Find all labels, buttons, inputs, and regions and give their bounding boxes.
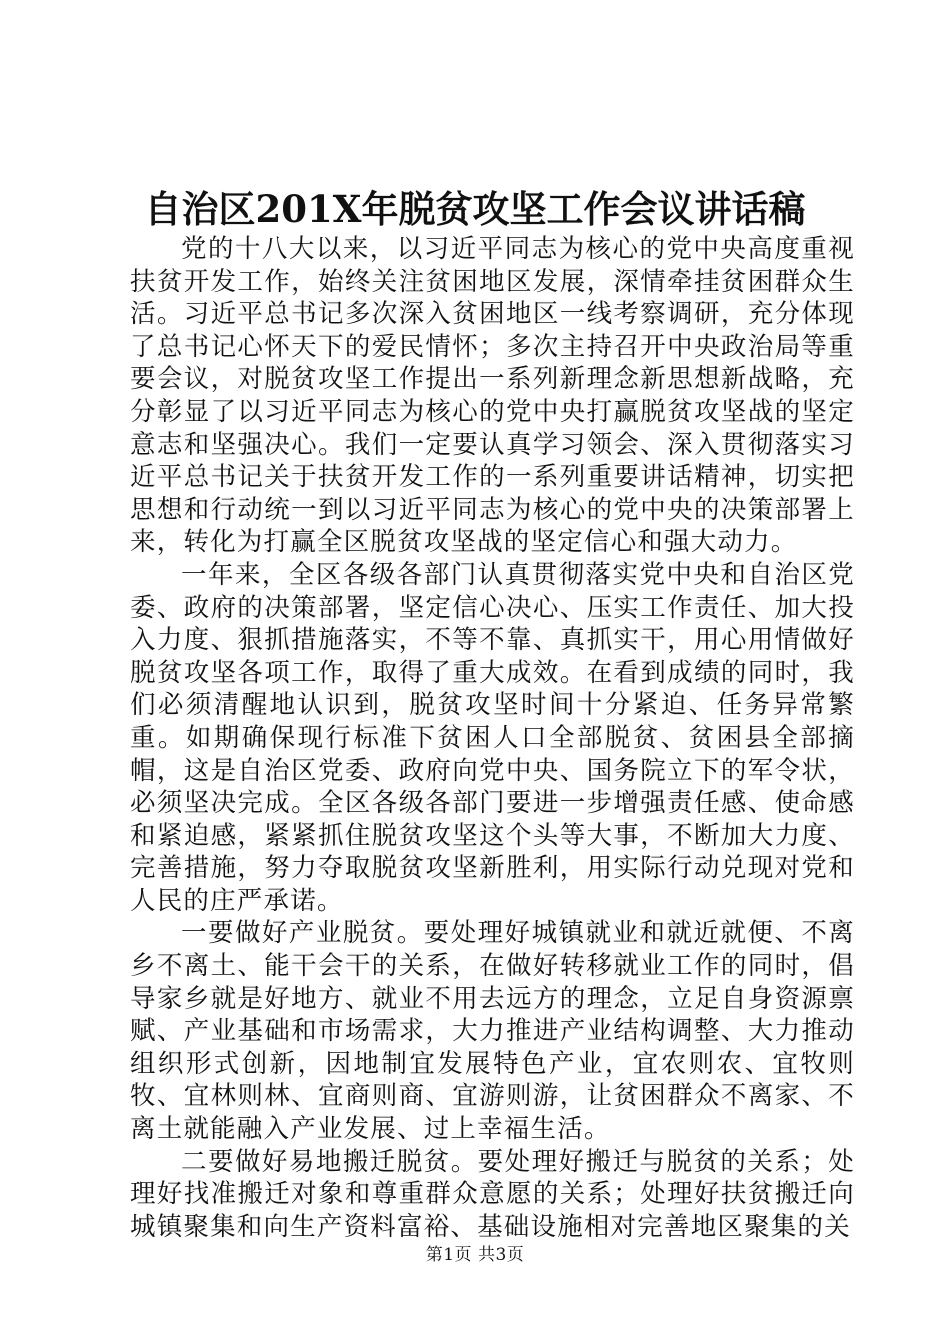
- document-body: [130, 233, 855, 1243]
- page-footer: 第1页 共3页: [425, 1245, 525, 1265]
- paragraph-1: 党的十八大以来，以习近平同志为核心的党中央高度重视扶贫开发工作，始终关注贫困地区发展，深情牵挂贫困群众生活。习近平总书记多次深入贫困地区一线考察调研，充分体现了总书记心怀天下的爱民情怀；多次主持召开中央政治局等重要会议，对脱贫攻坚工作提出一系列新理念新思想新战略，充分彰显了以习近平同志为核心的党中央打赢脱贫攻坚战的坚定意志和坚强决心。我们一定要认真学习领会、深入贯彻落实习近平总书记关于扶贫开发工作的一系列重要讲话精神，切实把思想和行动统一到以习近平同志为核心的党中央的决策部署上来，转化为打赢全区脱贫攻坚战的坚定信心和强大动力。: [130, 234, 855, 558]
- page-title: 自治区201X年脱贫攻坚工作会议讲话稿: [144, 187, 806, 231]
- paragraph-3: 一要做好产业脱贫。要处理好城镇就业和就近就便、不离乡不离土、能干会干的关系，在做好转移就业工作的同时，倡导家乡就是好地方、就业不用去远方的理念，立足自身资源禀赋、产业基础和市场需求，大力推进产业结构调整、大力推动组织形式创新，因地制宜发展特色产业，宜农则农、宜牧则牧、宜林则林、宜商则商、宜游则游，让贫困群众不离家、不离土就能融入产业发展、过上幸福生活。: [130, 918, 855, 1145]
- paragraph-2: 一年来，全区各级各部门认真贯彻落实党中央和自治区党委、政府的决策部署，坚定信心决心、压实工作责任、加大投入力度、狠抓措施落实，不等不靠、真抓实干，用心用情做好脱贫攻坚各项工作，取得了重大成效。在看到成绩的同时，我们必须清醒地认识到，脱贫攻坚时间十分紧迫、任务异常繁重。如期确保现行标准下贫困人口全部脱贫、贫困县全部摘帽，这是自治区党委、政府向党中央、国务院立下的军令状，必须坚决完成。全区各级各部门要进一步增强责任感、使命感和紧迫感，紧紧抓住脱贫攻坚这个头等大事，不断加大力度、完善措施，努力夺取脱贫攻坚新胜利，用实际行动兑现对党和人民的庄严承诺。: [130, 559, 855, 916]
- paragraph-4: 二要做好易地搬迁脱贫。要处理好搬迁与脱贫的关系；处理好找准搬迁对象和尊重群众意愿的关系；处理好扶贫搬迁向城镇聚集和向生产资料富裕、基础设施相对完善地区聚集的关: [130, 1146, 855, 1242]
